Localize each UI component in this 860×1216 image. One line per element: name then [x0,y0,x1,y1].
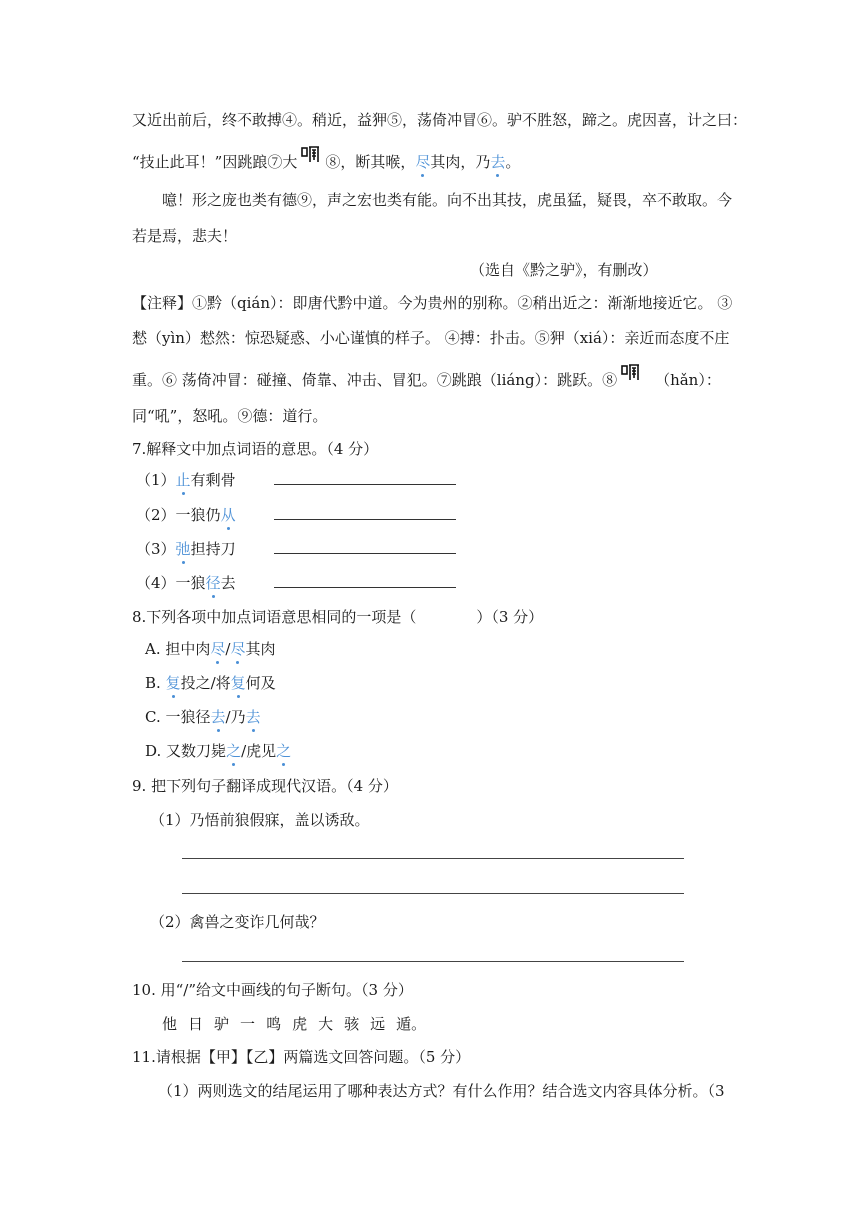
q8-option-c[interactable] [145,707,261,727]
item-number: （4） [136,574,176,592]
dotted-word: 复 [165,674,181,692]
passage-line-3: 噫！形之庞也类有德⑨，声之宏也类有能。向不出其技，虎虽猛，疑畏，卒不敢取。今 [162,191,733,209]
sentence-char: 他 [162,1015,178,1033]
q9-title: 9. 把下列句子翻译成现代汉语。（4 分） [132,777,398,795]
sentence-char: 骇 [344,1015,360,1033]
item-number: （3） [136,540,176,558]
option-letter: D. [145,742,162,760]
sentence-char: 驴 [214,1015,230,1033]
q10-sentence [162,1014,426,1034]
item-number: （2） [136,506,176,524]
q8-option-a[interactable] [145,639,276,659]
notes-line-3 [132,370,721,390]
q10-title: 10. 用“/”给文中画线的句子断句。（3 分） [132,981,413,999]
sentence-char: 大 [318,1015,334,1033]
option-text: 其肉 [245,640,276,658]
option-text: / [225,640,231,658]
passage-text: ⑧，断其喉， [325,153,416,171]
option-text: 又数刀毙 [166,742,227,760]
passage-line-2 [132,152,520,172]
notes-line-2: 慭（yìn）慭然：惊恐疑惑、小心谨慎的样子。 ④搏：扑击。⑤狎（xiá）：亲近而态度不庄 [132,329,730,347]
option-text: 一狼径 [165,708,211,726]
answer-blank[interactable] [274,470,456,485]
item-text: 一狼 [175,574,206,592]
sentence-char: 遁 [396,1015,412,1033]
sentence-char: 日 [188,1015,204,1033]
option-letter: A. [145,640,161,658]
q7-item-4 [136,573,456,593]
dotted-word: 之 [276,742,292,760]
dotted-word: 去 [490,153,506,171]
dotted-word: 尽 [230,640,246,658]
answer-line[interactable] [182,858,684,859]
dotted-word: 止 [175,471,191,489]
dotted-word: 去 [210,708,226,726]
option-letter: C. [145,708,161,726]
item-text: 去 [220,574,236,592]
q8-option-d[interactable] [145,741,291,761]
notes-line-4: 同“吼”，怒吼。⑨德：道行。 [132,407,328,425]
dotted-word: 径 [205,574,221,592]
option-text: 担中肉 [165,640,211,658]
notes-text: （hǎn）： [655,371,721,389]
sentence-char: 虎 [292,1015,308,1033]
passage-line-4: 若是焉，悲夫！ [132,227,238,245]
q11-title: 11.请根据【甲】【乙】两篇选文回答问题。（5 分） [132,1048,471,1066]
item-number: （1） [136,471,176,489]
dotted-word: 去 [245,708,261,726]
sentence-char: 。 [411,1015,427,1033]
option-text: 何及 [245,674,276,692]
option-text: /虎见 [241,742,277,760]
option-text: /乃 [225,708,246,726]
passage-source: （选自《黔之驴》，有删改） [470,261,658,279]
sentence-char: 一 [240,1015,256,1033]
answer-line[interactable] [182,961,684,962]
dotted-word: 弛 [175,540,191,558]
passage-text: 其肉，乃 [430,153,491,171]
answer-line[interactable] [182,893,684,894]
answer-blank[interactable] [274,505,456,520]
q9-sentence-2: （2）禽兽之变诈几何哉？ [150,913,325,931]
dotted-word: 复 [230,674,246,692]
answer-blank[interactable] [274,573,456,588]
dotted-word: 尽 [415,153,431,171]
dotted-word: 之 [226,742,242,760]
q8-title: 8.下列各项中加点词语意思相同的一项是（ ）（3 分） [132,608,544,626]
passage-text: 。 [505,153,521,171]
answer-blank[interactable] [274,539,456,554]
item-text: 担持刀 [190,540,236,558]
q7-item-1 [136,470,456,490]
sentence-char: 远 [370,1015,386,1033]
passage-text: “技止此耳！”因跳踉⑦大 [132,153,298,171]
rare-character-han-image [301,152,321,170]
dotted-word: 尽 [210,640,226,658]
item-text: 一狼仍 [175,506,221,524]
q7-title: 7.解释文中加点词语的意思。（4 分） [132,440,379,458]
q7-item-3 [136,539,456,559]
notes-text: 重。⑥ 荡倚冲冒：碰撞、倚靠、冲击、冒犯。⑦跳踉（liáng）：跳跃。⑧ [132,371,618,389]
rare-character-han-image [621,370,641,388]
q11-sentence-1: （1）两则选文的结尾运用了哪种表达方式？有什么作用？结合选文内容具体分析。（3 [158,1082,725,1100]
q8-option-b[interactable] [145,673,276,693]
dotted-word: 从 [220,506,236,524]
q7-item-2 [136,505,456,525]
notes-line-1: 【注释】①黔（qián）：即唐代黔中道。今为贵州的别称。②稍出近之：渐渐地接近它。 ③ [132,294,733,312]
option-letter: B. [145,674,161,692]
sentence-char: 鸣 [266,1015,282,1033]
passage-line-1: 又近出前后，终不敢搏④。稍近，益狎⑤，荡倚冲冒⑥。驴不胜怒，蹄之。虎因喜，计之曰： [132,111,748,129]
item-text: 有剩骨 [190,471,236,489]
option-text: 投之/将 [180,674,231,692]
q9-sentence-1: （1）乃悟前狼假寐，盖以诱敌。 [150,811,370,829]
